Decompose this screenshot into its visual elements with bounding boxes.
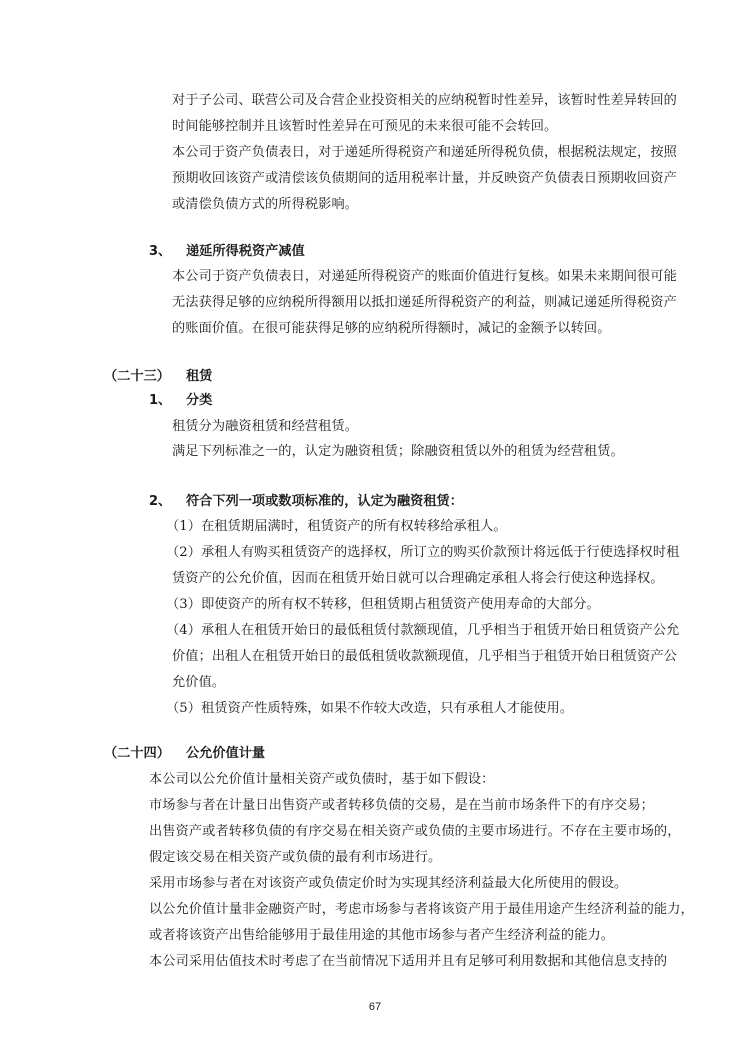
paragraph-line: 本公司于资产负债表日，对递延所得税资产的账面价值进行复核。如果未来期间很可能 [172, 269, 677, 284]
chapter-number: （二十四） [104, 746, 170, 761]
list-item-continuation: 价值；出租人在租赁开始日的最低租赁收款额现值，几乎相当于租赁开始日租赁资产公 [172, 649, 677, 664]
section-heading: 符合下列一项或数项标准的，认定为融资租赁： [186, 494, 463, 509]
paragraph-line: 无法获得足够的应纳税所得额用以抵扣递延所得税资产的利益，则减记递延所得税资产 [172, 295, 677, 310]
paragraph-line: 或清偿负债方式的所得税影响。 [172, 197, 359, 212]
list-item-continuation: 赁资产的公允价值，因而在租赁开始日就可以合理确定承租人将会行使这种选择权。 [172, 571, 664, 586]
paragraph-line: 对于子公司、联营公司及合营企业投资相关的应纳税暂时性差异，该暂时性差异转回的 [172, 93, 677, 108]
page-number: 67 [368, 1001, 382, 1013]
paragraph-line: 满足下列标准之一的，认定为融资租赁；除融资租赁以外的租赁为经营租赁。 [172, 444, 624, 459]
paragraph-line: 租赁分为融资租赁和经营租赁。 [172, 419, 359, 434]
paragraph-line: 本公司于资产负债表日，对于递延所得税资产和递延所得税负债，根据税法规定，按照 [172, 145, 677, 160]
paragraph-line: 市场参与者在计量日出售资产或者转移负债的交易，是在当前市场条件下的有序交易； [149, 798, 654, 813]
list-item: （4）承租人在租赁开始日的最低租赁付款额现值，几乎相当于租赁开始日租赁资产公允 [166, 623, 680, 638]
list-item: （1）在租赁期届满时，租赁资产的所有权转移给承租人。 [166, 519, 507, 534]
paragraph-line: 假定该交易在相关资产或负债的最有利市场进行。 [149, 850, 442, 865]
paragraph-line: 采用市场参与者在对该资产或负债定价时为实现其经济利益最大化所使用的假设。 [149, 876, 628, 891]
paragraph-line: 的账面价值。在很可能获得足够的应纳税所得额时，减记的金额予以转回。 [172, 321, 611, 336]
chapter-heading: 租赁 [186, 369, 213, 384]
list-item-continuation: 允价值。 [172, 675, 226, 690]
paragraph-line: 以公允价值计量非金融资产时，考虑市场参与者将该资产用于最佳用途产生经济利益的能力， [149, 902, 694, 917]
list-item: （5）租赁资产性质特殊，如果不作较大改造，只有承租人才能使用。 [166, 701, 574, 716]
section-number: 3、 [149, 244, 172, 259]
list-item: （2）承租人有购买租赁资产的选择权，所订立的购买价款预计将远低于行使选择权时租 [166, 545, 680, 560]
list-item: （3）即使资产的所有权不转移，但租赁期占租赁资产使用寿命的大部分。 [166, 597, 600, 612]
chapter-number: （二十三） [104, 369, 170, 384]
chapter-heading: 公允价值计量 [186, 746, 266, 761]
paragraph-line: 本公司以公允价值计量相关资产或负债时，基于如下假设： [149, 772, 495, 787]
section-number: 1、 [149, 393, 172, 408]
paragraph-line: 或者将该资产出售给能够用于最佳用途的其他市场参与者产生经济利益的能力。 [149, 928, 615, 943]
section-number: 2、 [149, 494, 172, 509]
paragraph-line: 预期收回该资产或清偿该负债期间的适用税率计量，并反映资产负债表日预期收回资产 [172, 171, 677, 186]
section-heading: 递延所得税资产减值 [186, 244, 305, 259]
paragraph-line: 出售资产或者转移负债的有序交易在相关资产或负债的主要市场进行。不存在主要市场的， [149, 824, 681, 839]
paragraph-line: 本公司采用估值技术时考虑了在当前情况下适用并且有足够可利用数据和其他信息支持的 [149, 954, 668, 969]
paragraph-line: 时间能够控制并且该暂时性差异在可预见的未来很可能不会转回。 [172, 119, 558, 134]
section-heading: 分类 [186, 393, 213, 408]
